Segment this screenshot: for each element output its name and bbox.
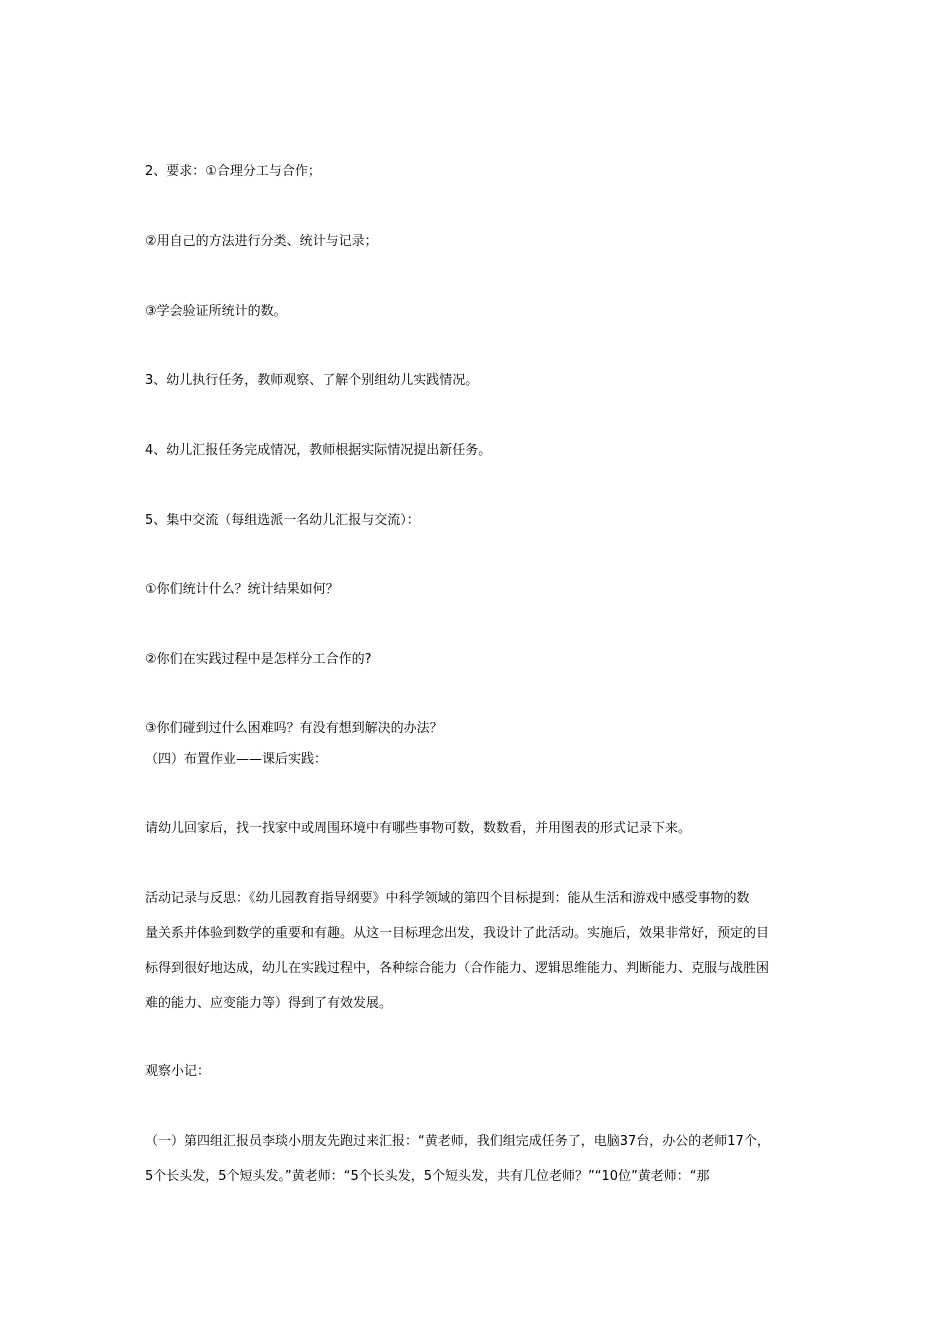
requirement-line: 2、要求：①合理分工与合作；	[145, 164, 321, 179]
step-4-line: 4、幼儿汇报任务完成情况，教师根据实际情况提出新任务。	[145, 443, 492, 458]
question-1-line: ①你们统计什么？统计结果如何？	[145, 582, 339, 597]
requirement-item-2: ②用自己的方法进行分类、统计与记录；	[145, 234, 378, 249]
question-2-line: ②你们在实践过程中是怎样分工合作的?	[145, 652, 372, 667]
reflection-line: 量关系并体验到数学的重要和有趣。从这一目标理念出发，我设计了此活动。实施后，效果非常好，预定的目	[145, 926, 770, 941]
observation-line: 5个长头发，5个短头发。”黄老师：“5个长头发，5个短头发，共有几位老师？”“10位”黄老师：“那	[145, 1169, 710, 1184]
reflection-paragraph	[145, 881, 825, 1021]
observation-paragraph	[145, 1124, 825, 1194]
homework-heading: （四）布置作业——课后实践：	[145, 752, 328, 767]
question-3-line: ③你们碰到过什么困难吗？有没有想到解决的办法？	[145, 721, 443, 736]
step-5-line: 5、集中交流（每组选派一名幼儿汇报与交流）：	[145, 513, 420, 528]
observation-line: （一）第四组汇报员李琰小朋友先跑过来汇报：“黄老师，我们组完成任务了，电脑37台，办公的老师17个，	[145, 1134, 770, 1149]
observation-title: 观察小记：	[145, 1064, 211, 1079]
reflection-line: 活动记录与反思：《幼儿园教育指导纲要》中科学领域的第四个目标提到：能从生活和游戏中感受事物的数	[145, 891, 750, 906]
homework-text: 请幼儿回家后，找一找家中或周围环境中有哪些事物可数，数数看，并用图表的形式记录下来。	[145, 821, 692, 836]
reflection-line: 标得到很好地达成，幼儿在实践过程中，各种综合能力（合作能力、逻辑思维能力、判断能力、克服与战胜困	[145, 961, 770, 976]
requirement-item-3: ③学会验证所统计的数。	[145, 304, 287, 319]
reflection-line: 难的能力、应变能力等）得到了有效发展。	[145, 996, 393, 1011]
step-3-line: 3、幼儿执行任务，教师观察、了解个别组幼儿实践情况。	[145, 373, 479, 388]
